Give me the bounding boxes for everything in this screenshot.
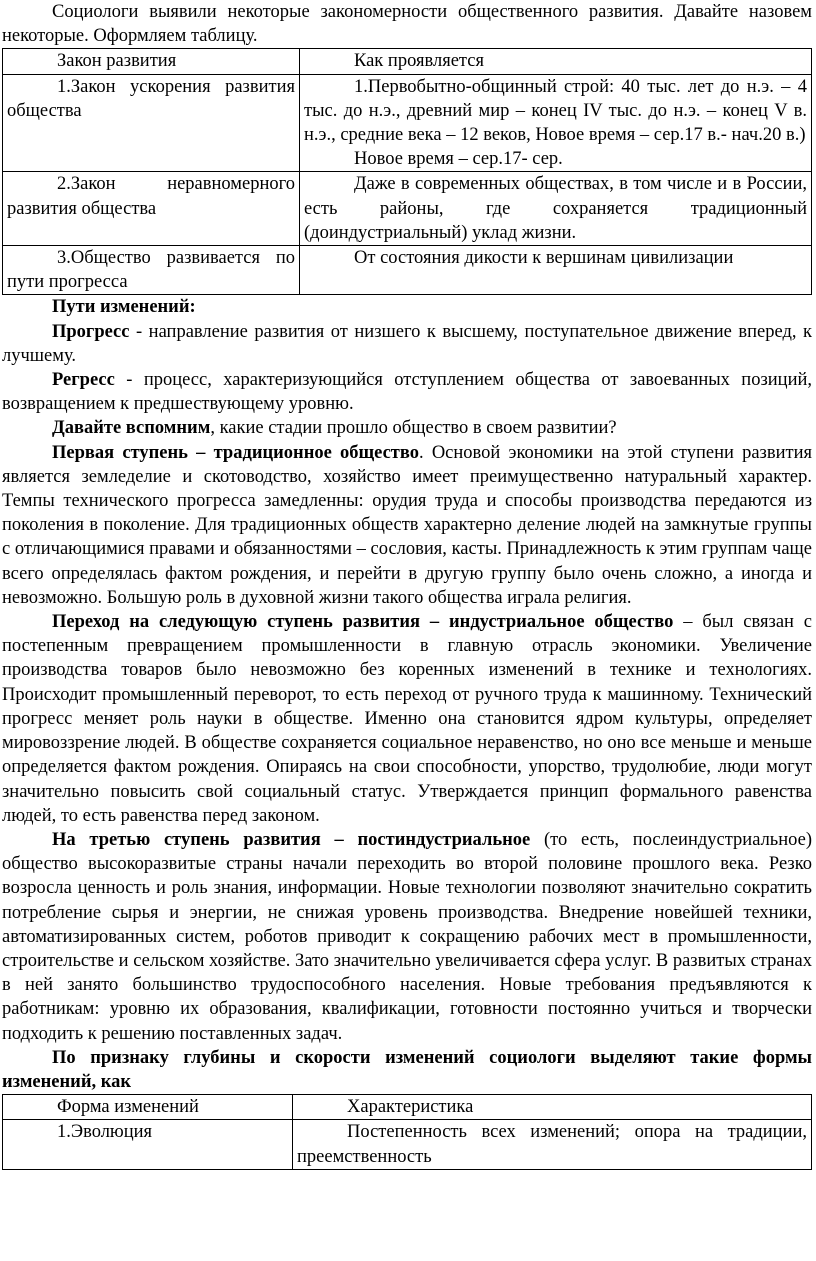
regress-term: Регресс xyxy=(52,370,115,391)
stage2-title: Переход на следующую ступень развития – индустриальное общество xyxy=(52,612,674,633)
stage2-text: – был связан с постепенным превращением промышленности в главную отрасль экономики. Увеличение производства товаров было невозможно без коренных изменений в технике и технологиях. Происходит промышленный переворот, то есть переход от ручного труда к машинному. Технический прогресс меняет роль науки в обществе. Именно она становится ядром культуры, определяет мировоззрение людей. В обществе сохраняется социальное неравенство, но оно все меньше и меньше определяется фактом рождения. Опираясь на свои способности, упорство, трудолюбие, люди могут значительно повысить свой социальный статус. Утверждается принцип формального равенства людей, то есть равенства перед законом. xyxy=(2,612,813,826)
stage3-title: На третью ступень развития – постиндустриальное xyxy=(52,829,531,850)
desc-text: Постепенность всех изменений; опора на традиции, преемственность xyxy=(297,1122,807,1167)
table-row xyxy=(3,172,812,246)
table-header-cell: Закон развития xyxy=(3,49,300,74)
progress-paragraph xyxy=(2,320,812,368)
table-row xyxy=(3,1120,812,1169)
manifest-text: Даже в современных обществах, в том числе и в России, есть районы, где сохраняется традиционный (доиндустриальный) уклад жизни. xyxy=(304,174,807,243)
form-text: 1.Эволюция xyxy=(57,1122,153,1143)
law-text: 3.Общество развивается по пути прогресса xyxy=(7,248,295,293)
forms-heading: По признаку глубины и скорости изменений социологи выделяют такие формы изменений, как xyxy=(2,1047,812,1092)
stage1-paragraph xyxy=(2,441,812,610)
law-text: 1.Закон ускорения развития общества xyxy=(7,76,295,121)
progress-definition: - направление развития от низшего к высшему, поступательное движение вперед, к лучшему. xyxy=(2,321,812,366)
table-row xyxy=(3,246,812,295)
manifest-text: 1.Первобытно-общинный строй: 40 тыс. лет до н.э. – 4 тыс. до н.э., древний мир – конец IV тыс. до н.э. – конец V в. н.э., средние века – 12 веков, Новое время – сер.17 в.- нач.20 в.) xyxy=(304,76,807,146)
manifest-cell xyxy=(300,74,812,172)
forms-table xyxy=(2,1094,812,1170)
intro-paragraph: Социологи выявили некоторые закономерности общественного развития. Давайте назовем некоторые. Оформляем таблицу. xyxy=(2,2,812,47)
recall-bold: Давайте вспомним xyxy=(52,418,211,439)
manifest-cell xyxy=(300,172,812,246)
law-text: 2.Закон неравномерного развития общества xyxy=(7,174,295,219)
regress-definition: - процесс, характеризующийся отступлением общества от завоеванных позиций, возвращением к предшествующему уровню. xyxy=(2,370,812,415)
manifest-cell xyxy=(300,246,812,295)
table-header-cell: Как проявляется xyxy=(300,49,812,74)
table-row xyxy=(3,74,812,172)
desc-cell xyxy=(293,1120,812,1169)
laws-table xyxy=(2,48,812,295)
law-cell xyxy=(3,172,300,246)
form-cell xyxy=(3,1120,293,1169)
progress-term: Прогресс xyxy=(52,321,130,342)
stage2-paragraph xyxy=(2,610,812,828)
table-header-row xyxy=(3,49,812,74)
law-cell xyxy=(3,246,300,295)
law-cell xyxy=(3,74,300,172)
recall-paragraph xyxy=(2,416,812,440)
table-header-cell: Форма изменений xyxy=(3,1095,293,1120)
manifest-text-extra: Новое время – сер.17- сер. xyxy=(354,149,563,170)
table-header-row xyxy=(3,1095,812,1120)
recall-text: , какие стадии прошло общество в своем развитии? xyxy=(210,418,617,439)
stage1-title: Первая ступень – традиционное общество xyxy=(52,442,419,463)
stage3-paragraph xyxy=(2,828,812,1046)
stage3-text: (то есть, послеиндустриальное) общество высокоразвитые страны начали переходить во второй половине прошлого века. Резко возросла ценность и роль знания, информации. Новые технологии позволяют значительно сократить потребление сырья и энергии, не снижая уровень производства. Внедрение новейшей техники, автоматизированных систем, роботов приводит к сокращению рабочих мест в промышленности, строительстве и сельском хозяйстве. Зато значительно увеличивается сфера услуг. В развитых странах в ней занято большинство трудоспособного населения. Новые требования предъявляются к работникам: уровню их образования, квалификации, готовности постоянно учиться и творчески подходить к решению поставленных задач. xyxy=(2,829,812,1044)
regress-paragraph xyxy=(2,368,812,416)
manifest-text: От состояния дикости к вершинам цивилизации xyxy=(354,248,734,269)
table-header-cell: Характеристика xyxy=(293,1095,812,1120)
stage1-text: . Основой экономики на этой ступени развития является земледелие и скотоводство, хозяйство имеет преимущественно натуральный характер. Темпы технического прогресса замедленны: орудия труда и способы производства передаются из поколения в поколение. Для традиционных обществ характерно деление людей на замкнутые группы с отличающимися правами и обязанностями – сословия, касты. Принадлежность к этим группам чаще всего определялась фактом рождения, и перейти в другую группу было очень сложно, а иногда и невозможно. Большую роль в духовной жизни такого общества играла религия. xyxy=(2,442,812,608)
ways-heading: Пути изменений: xyxy=(52,297,196,318)
